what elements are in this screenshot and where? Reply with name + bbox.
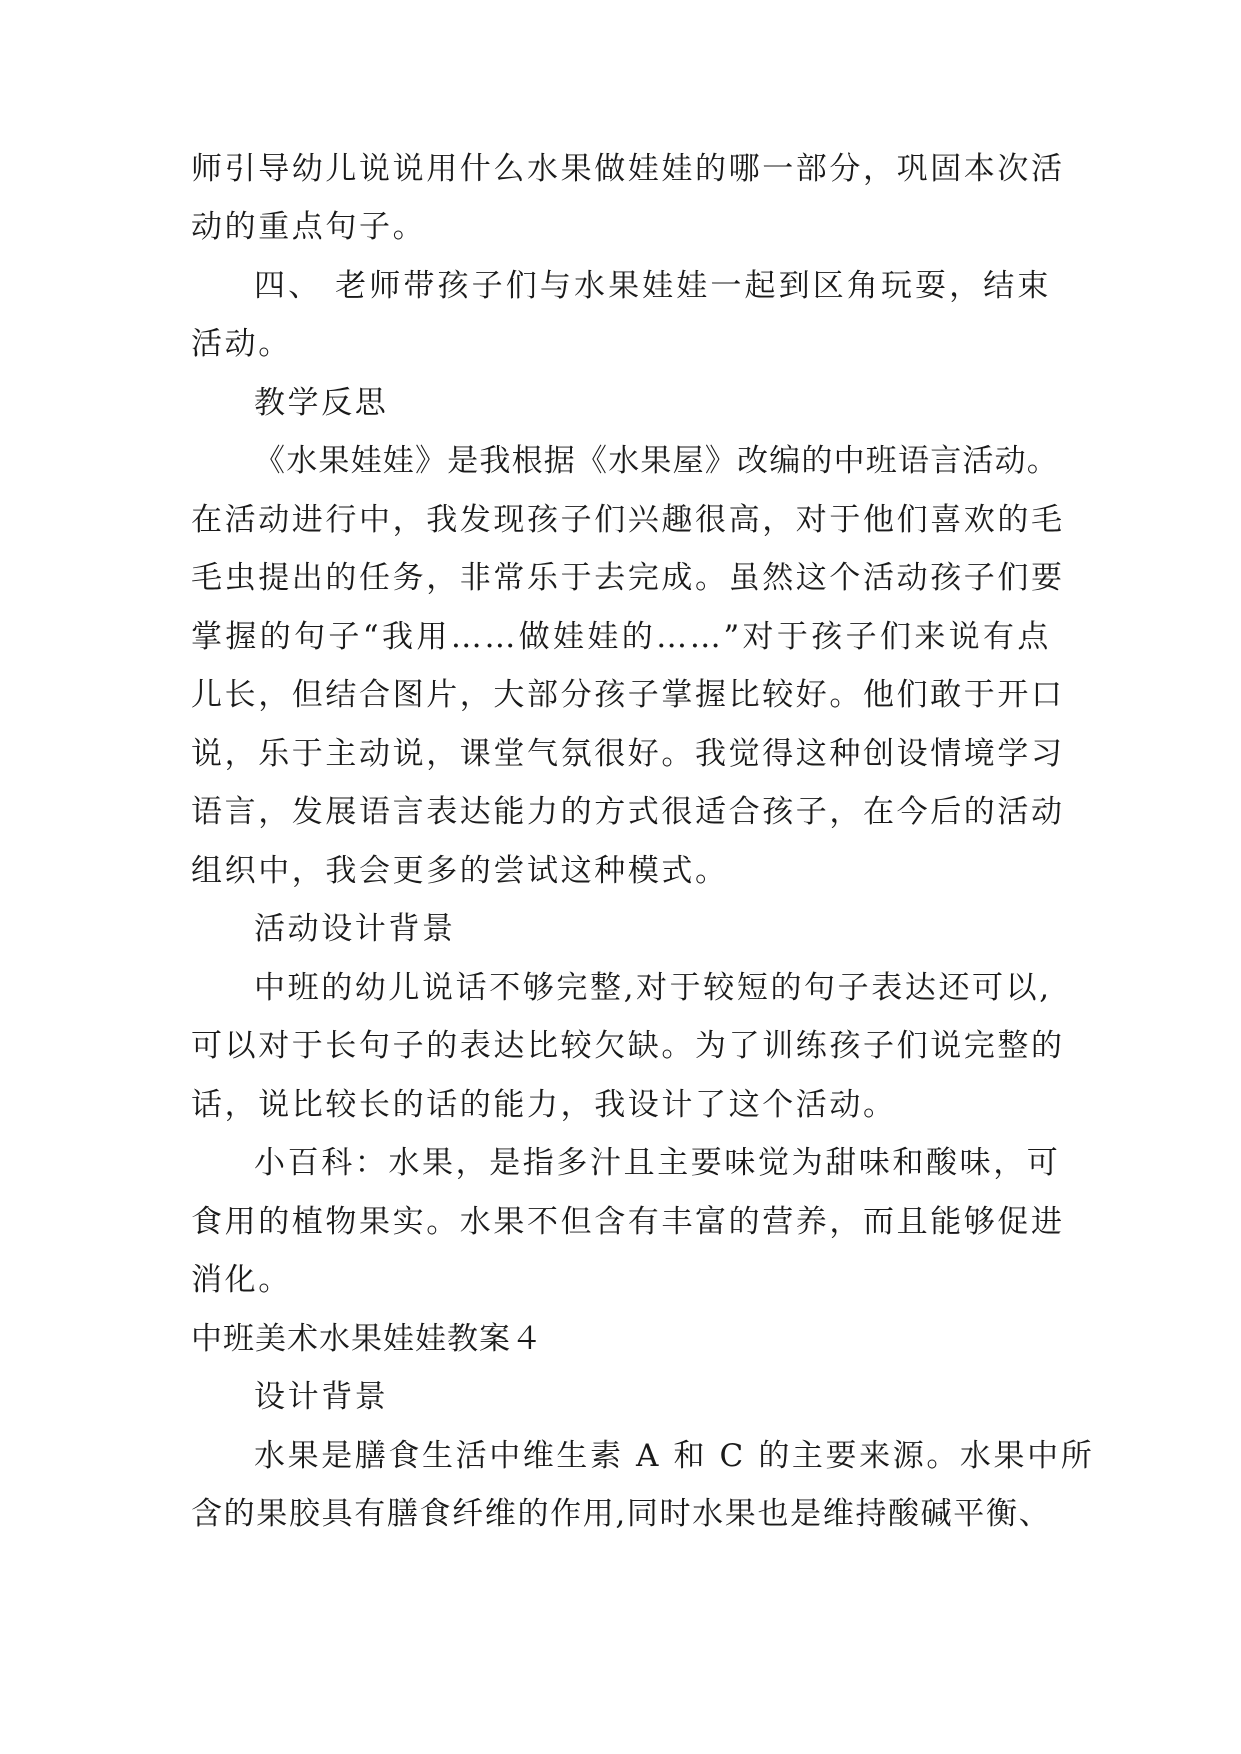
paragraph-line: 动的重点句子。	[191, 209, 427, 245]
paragraph-line: 水果是膳食生活中维生素 A 和 C 的主要来源。水果中所	[254, 1438, 1095, 1474]
paragraph-line: 食用的植物果实。水果不但含有丰富的营养，而且能够促进	[191, 1204, 1065, 1240]
section-heading: 活动设计背景	[254, 911, 456, 947]
paragraph-line: 消化。	[191, 1262, 292, 1298]
paragraph-line: 组织中，我会更多的尝试这种模式。	[191, 853, 729, 889]
paragraph-line: 说，乐于主动说，课堂气氛很好。我觉得这种创设情境学习	[191, 736, 1065, 772]
section-heading: 设计背景	[254, 1379, 389, 1415]
paragraph-line: 四、 老师带孩子们与水果娃娃一起到区角玩耍，结束	[254, 268, 1051, 304]
paragraph-line: 师引导幼儿说说用什么水果做娃娃的哪一部分，巩固本次活	[191, 151, 1065, 187]
paragraph-line: 掌握的句子“我用……做娃娃的……”对于孩子们来说有点	[191, 619, 1051, 655]
section-heading: 教学反思	[254, 385, 389, 421]
paragraph-line: 话，说比较长的话的能力，我设计了这个活动。	[191, 1087, 897, 1123]
paragraph-line: 儿长，但结合图片，大部分孩子掌握比较好。他们敢于开口	[191, 677, 1065, 713]
paragraph-line: 《水果娃娃》是我根据《水果屋》改编的中班语言活动。	[254, 443, 1059, 479]
document-section-title: 中班美术水果娃娃教案４	[191, 1321, 543, 1357]
paragraph-line: 含的果胶具有膳食纤维的作用,同时水果也是维持酸碱平衡、	[191, 1496, 1051, 1532]
paragraph-line: 毛虫提出的任务，非常乐于去完成。虽然这个活动孩子们要	[191, 560, 1065, 596]
paragraph-line: 在活动进行中，我发现孩子们兴趣很高，对于他们喜欢的毛	[191, 502, 1065, 538]
paragraph-line: 中班的幼儿说话不够完整,对于较短的句子表达还可以,	[254, 970, 1052, 1006]
paragraph-line: 小百科：水果，是指多汁且主要味觉为甜味和酸味，可	[254, 1145, 1061, 1181]
paragraph-line: 可以对于长句子的表达比较欠缺。为了训练孩子们说完整的	[191, 1028, 1065, 1064]
paragraph-line: 语言，发展语言表达能力的方式很适合孩子，在今后的活动	[191, 794, 1065, 830]
paragraph-line: 活动。	[191, 326, 292, 362]
